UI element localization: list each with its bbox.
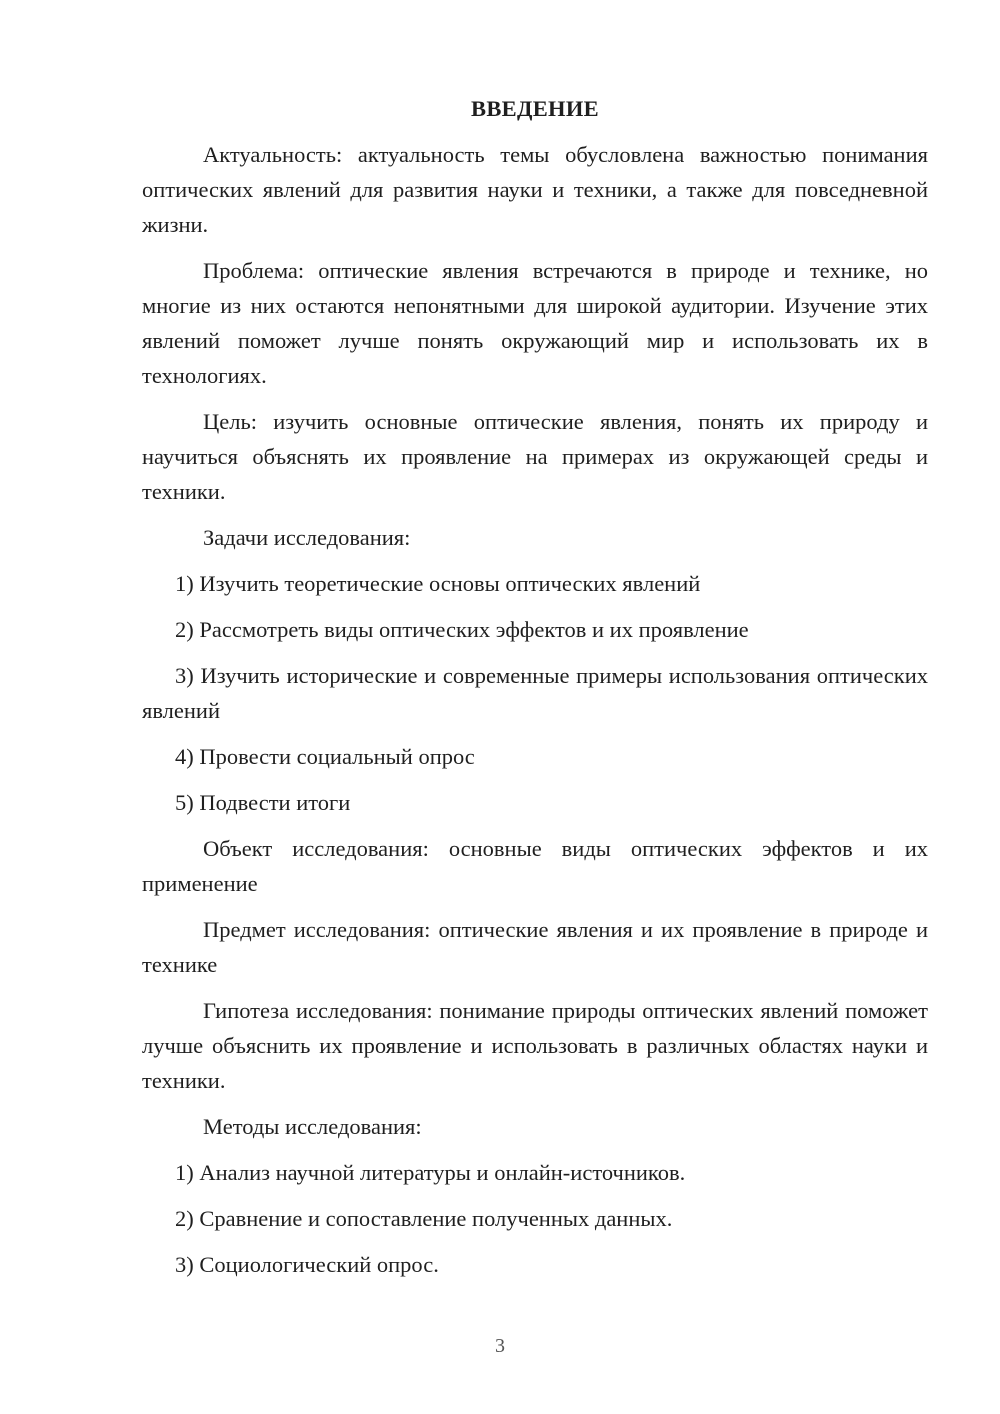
method-item: 1) Анализ научной литературы и онлайн-источников. xyxy=(175,1160,686,1185)
subject-paragraph: Предмет исследования: оптические явления и их проявление в природе и технике xyxy=(142,917,928,977)
task-item: 2) Рассмотреть виды оптических эффектов и их проявление xyxy=(175,617,749,642)
object-paragraph: Объект исследования: основные виды оптических эффектов и их применение xyxy=(142,836,928,896)
task-item: 4) Провести социальный опрос xyxy=(175,744,475,769)
task-item: 3) Изучить исторические и современные примеры использования оптических явлений xyxy=(142,663,928,723)
task-item: 5) Подвести итоги xyxy=(175,790,351,815)
methods-heading: Методы исследования: xyxy=(203,1114,422,1139)
document-page xyxy=(142,90,928,1293)
method-item: 2) Сравнение и сопоставление полученных данных. xyxy=(175,1206,673,1231)
tasks-heading: Задачи исследования: xyxy=(203,525,411,550)
goal-paragraph: Цель: изучить основные оптические явления, понять их природу и научиться объяснять их проявление на примерах из окружающей среды и техники. xyxy=(142,409,928,504)
task-item: 1) Изучить теоретические основы оптических явлений xyxy=(175,571,701,596)
hypothesis-paragraph: Гипотеза исследования: понимание природы оптических явлений поможет лучше объяснить их проявление и использовать в различных областях науки и техники. xyxy=(142,998,928,1093)
problem-paragraph: Проблема: оптические явления встречаются в природе и технике, но многие из них остаются непонятными для широкой аудитории. Изучение этих явлений поможет лучше понять окружающий мир и использовать их в технологиях. xyxy=(142,258,928,388)
method-item: 3) Социологический опрос. xyxy=(175,1252,439,1277)
relevance-paragraph: Актуальность: актуальность темы обусловлена важностью понимания оптических явлений для развития науки и техники, а также для повседневной жизни. xyxy=(142,142,928,237)
page-title: ВВЕДЕНИЕ xyxy=(471,96,599,121)
page-number: 3 xyxy=(495,1335,505,1357)
